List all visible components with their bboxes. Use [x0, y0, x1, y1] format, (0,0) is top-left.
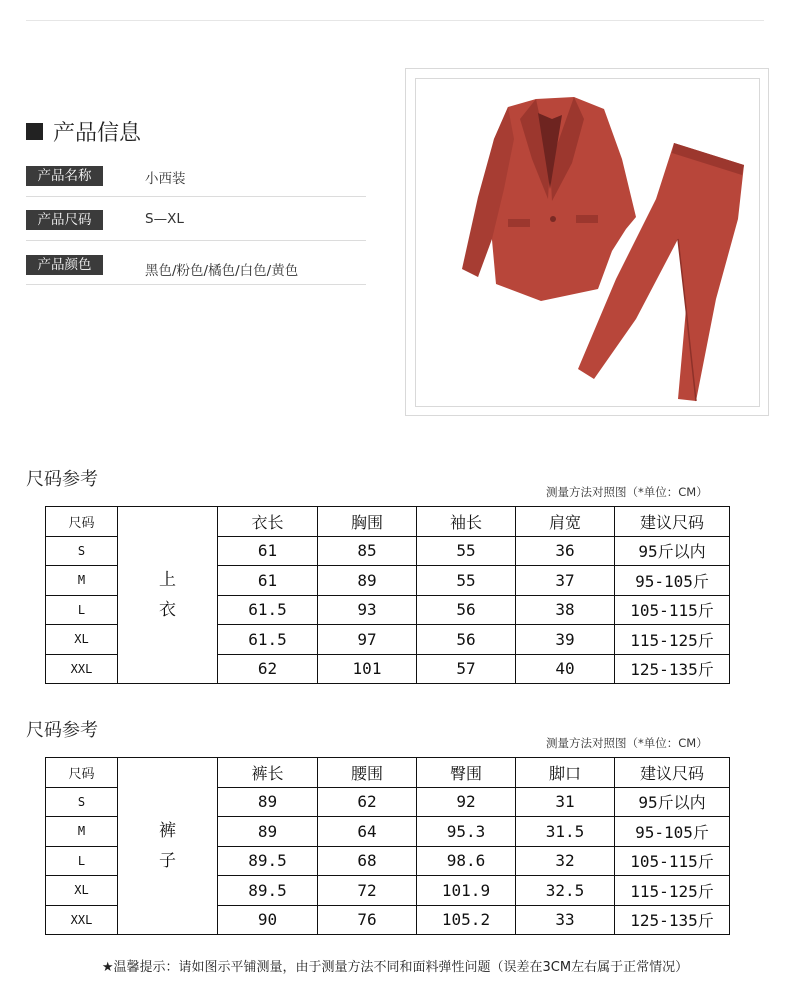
column-header: 建议尺码 [615, 758, 730, 788]
info-value: 小西装 [145, 171, 186, 187]
column-header: 裤长 [218, 758, 318, 788]
size-cell: S [46, 536, 118, 566]
product-photo-frame [405, 68, 769, 416]
info-value: 黑色/粉色/橘色/白色/黄色 [145, 263, 299, 279]
info-label: 产品尺码 [26, 210, 103, 230]
size-cell: M [46, 566, 118, 596]
product-info-title: 产品信息 [53, 121, 142, 146]
table-cell: 89 [318, 566, 417, 596]
table-cell: 56 [417, 625, 516, 655]
category-char: 子 [159, 851, 176, 871]
table-cell: 39 [516, 625, 615, 655]
table-header-row [46, 758, 730, 788]
table-cell: 38 [516, 595, 615, 625]
table-cell: 76 [318, 905, 417, 935]
table-cell: 105.2 [417, 905, 516, 935]
table-cell: 98.6 [417, 846, 516, 876]
table-cell: 64 [318, 817, 417, 847]
column-header: 衣长 [218, 507, 318, 537]
table-cell: 93 [318, 595, 417, 625]
table-cell: 95斤以内 [615, 787, 730, 817]
size-cell: L [46, 846, 118, 876]
table-cell: 92 [417, 787, 516, 817]
table-cell: 89 [218, 817, 318, 847]
table-cell: 31.5 [516, 817, 615, 847]
measurement-tip: ★温馨提示：请如图示平铺测量，由于测量方法不同和面料弹性问题（误差在3CM左右属于正常情况） [101, 960, 689, 975]
table-cell: 97 [318, 625, 417, 655]
column-header: 肩宽 [516, 507, 615, 537]
size-header: 尺码 [46, 758, 118, 788]
size-cell: XL [46, 625, 118, 655]
table-cell: 61 [218, 536, 318, 566]
table-cell: 55 [417, 566, 516, 596]
heading-square-icon [26, 123, 43, 140]
pants-size-title: 尺码参考 [26, 720, 98, 741]
column-header: 袖长 [417, 507, 516, 537]
size-cell: M [46, 817, 118, 847]
jacket-size-title: 尺码参考 [26, 469, 98, 490]
info-row-name [26, 152, 366, 197]
top-divider [26, 20, 764, 21]
table-cell: 105-115斤 [615, 846, 730, 876]
column-header: 脚口 [516, 758, 615, 788]
table-cell: 40 [516, 654, 615, 684]
column-header: 建议尺码 [615, 507, 730, 537]
jacket-measure-note: 测量方法对照图（*单位：CM） [546, 485, 708, 499]
table-cell: 61 [218, 566, 318, 596]
column-header: 腰围 [318, 758, 417, 788]
category-cell [118, 758, 218, 935]
table-cell: 62 [318, 787, 417, 817]
table-cell: 36 [516, 536, 615, 566]
table-cell: 89.5 [218, 876, 318, 906]
table-cell: 31 [516, 787, 615, 817]
table-cell: 95-105斤 [615, 566, 730, 596]
table-cell: 55 [417, 536, 516, 566]
table-cell: 37 [516, 566, 615, 596]
table-cell: 61.5 [218, 625, 318, 655]
column-header: 胸围 [318, 507, 417, 537]
table-cell: 89.5 [218, 846, 318, 876]
table-cell: 56 [417, 595, 516, 625]
table-cell: 90 [218, 905, 318, 935]
table-cell: 68 [318, 846, 417, 876]
product-info-heading [26, 116, 141, 147]
size-cell: XXL [46, 654, 118, 684]
table-cell: 89 [218, 787, 318, 817]
info-label: 产品颜色 [26, 255, 103, 275]
pants-measure-note: 测量方法对照图（*单位：CM） [546, 736, 708, 750]
category-char: 衣 [159, 600, 176, 620]
table-cell: 61.5 [218, 595, 318, 625]
table-cell: 125-135斤 [615, 905, 730, 935]
category-char: 上 [159, 570, 176, 590]
table-cell: 32.5 [516, 876, 615, 906]
size-cell: XL [46, 876, 118, 906]
table-cell: 125-135斤 [615, 654, 730, 684]
table-cell: 95-105斤 [615, 817, 730, 847]
table-cell: 95斤以内 [615, 536, 730, 566]
table-cell: 32 [516, 846, 615, 876]
product-photo [415, 78, 760, 407]
table-cell: 33 [516, 905, 615, 935]
column-header: 臀围 [417, 758, 516, 788]
table-cell: 105-115斤 [615, 595, 730, 625]
table-cell: 101.9 [417, 876, 516, 906]
size-cell: L [46, 595, 118, 625]
size-header: 尺码 [46, 507, 118, 537]
suit-illustration [416, 79, 759, 406]
category-cell [118, 507, 218, 684]
table-cell: 85 [318, 536, 417, 566]
table-cell: 115-125斤 [615, 625, 730, 655]
size-cell: S [46, 787, 118, 817]
table-header-row [46, 507, 730, 537]
info-row-color [26, 240, 366, 285]
table-cell: 72 [318, 876, 417, 906]
size-cell: XXL [46, 905, 118, 935]
info-row-size [26, 196, 366, 241]
table-cell: 115-125斤 [615, 876, 730, 906]
pants-size-table [45, 757, 730, 935]
jacket-size-table [45, 506, 730, 684]
info-label: 产品名称 [26, 166, 103, 186]
info-value: S—XL [145, 211, 184, 227]
table-cell: 101 [318, 654, 417, 684]
table-cell: 62 [218, 654, 318, 684]
category-char: 裤 [159, 821, 176, 841]
table-cell: 57 [417, 654, 516, 684]
table-cell: 95.3 [417, 817, 516, 847]
